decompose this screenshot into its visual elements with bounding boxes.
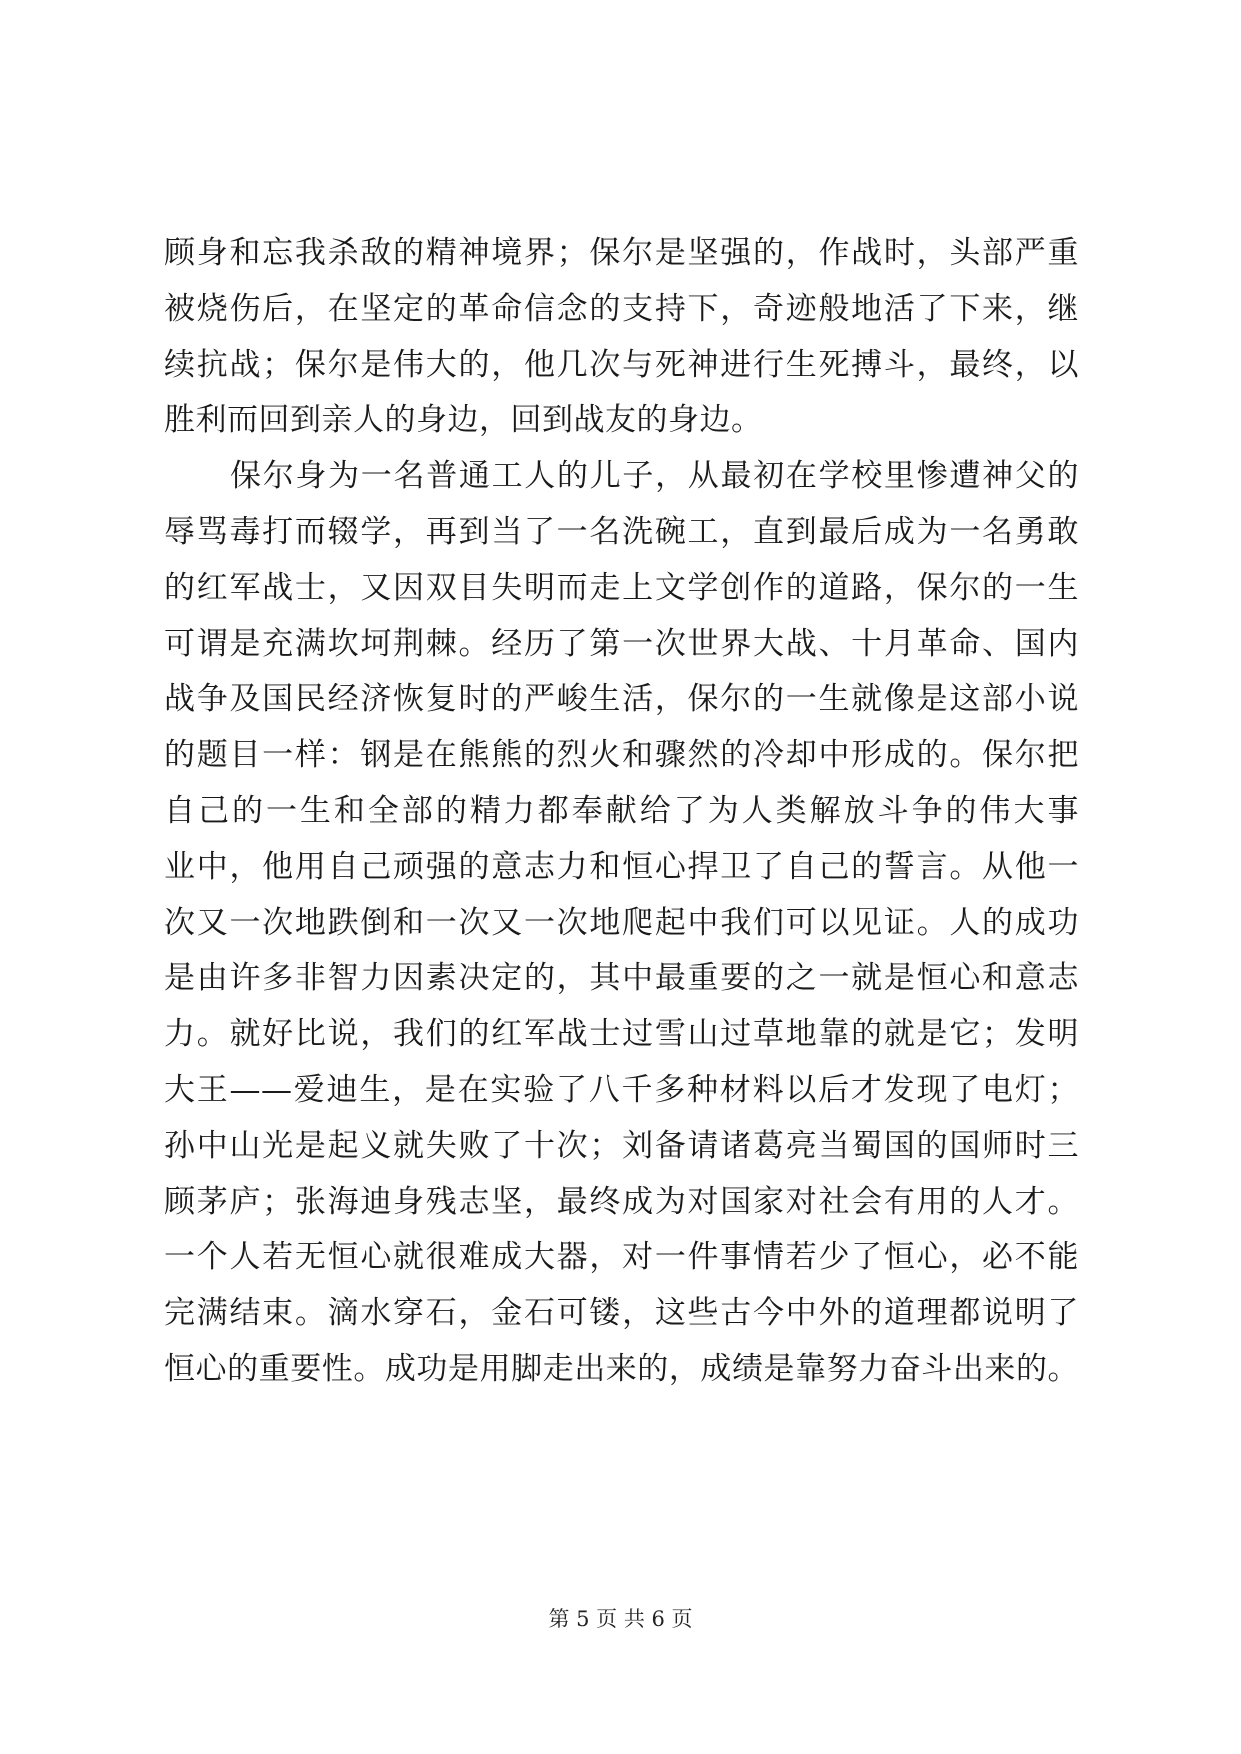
text-line: 完满结束。滴水穿石，金石可镂，这些古今中外的道理都说明了 [164, 1295, 1079, 1332]
text-line: 战争及国民经济恢复时的严峻生活，保尔的一生就像是这部小说 [164, 681, 1079, 718]
page-footer: 第 5 页 共 6 页 [548, 1607, 693, 1631]
text-line: 顾茅庐；张海迪身残志坚，最终成为对国家对社会有用的人才。 [164, 1183, 1079, 1220]
text-line: 顾身和忘我杀敌的精神境界；保尔是坚强的，作战时，头部严重 [164, 235, 1079, 271]
text-line: 的红军战士，又因双目失明而走上文学创作的道路，保尔的一生 [164, 569, 1079, 606]
text-line: 可谓是充满坎坷荆棘。经历了第一次世界大战、十月革命、国内 [164, 625, 1079, 662]
text-line: 是由许多非智力因素决定的，其中最重要的之一就是恒心和意志 [164, 960, 1079, 997]
text-line: 保尔身为一名普通工人的儿子，从最初在学校里惨遭神父的 [230, 458, 1079, 495]
text-line: 的题目一样：钢是在熊熊的烈火和骤然的冷却中形成的。保尔把 [164, 737, 1079, 774]
text-line: 自己的一生和全部的精力都奉献给了为人类解放斗争的伟大事 [164, 792, 1079, 829]
text-line: 一个人若无恒心就很难成大器，对一件事情若少了恒心，必不能 [164, 1239, 1079, 1276]
text-line: 业中，他用自己顽强的意志力和恒心捍卫了自己的誓言。从他一 [164, 848, 1079, 885]
text-line: 胜利而回到亲人的身边，回到战友的身边。 [164, 402, 763, 439]
text-line: 次又一次地跌倒和一次又一次地爬起中我们可以见证。人的成功 [164, 904, 1079, 941]
text-line: 大王——爱迪生，是在实验了八千多种材料以后才发现了电灯； [164, 1071, 1079, 1108]
text-line: 被烧伤后，在坚定的革命信念的支持下，奇迹般地活了下来，继 [164, 290, 1079, 327]
text-line: 力。就好比说，我们的红军战士过雪山过草地靠的就是它；发明 [164, 1016, 1079, 1053]
body-text [164, 226, 1079, 1398]
text-line: 辱骂毒打而辍学，再到当了一名洗碗工，直到最后成为一名勇敢 [164, 513, 1079, 550]
text-line: 恒心的重要性。成功是用脚走出来的，成绩是靠努力奋斗出来的。 [164, 1350, 1079, 1387]
text-line: 续抗战；保尔是伟大的，他几次与死神进行生死搏斗，最终，以 [164, 346, 1079, 383]
text-line: 孙中山光是起义就失败了十次；刘备请诸葛亮当蜀国的国师时三 [164, 1127, 1079, 1164]
